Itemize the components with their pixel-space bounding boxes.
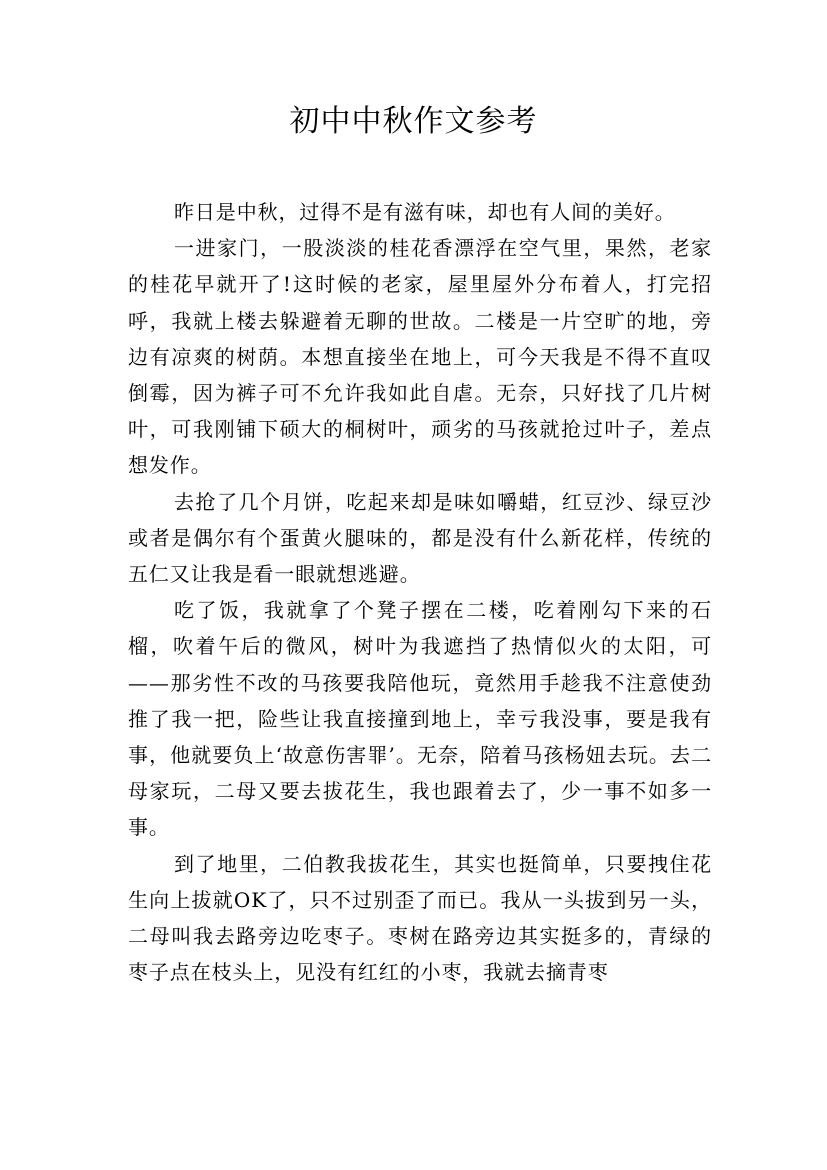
document-title: 初中中秋作文参考 <box>289 104 538 139</box>
paragraph: 吃了饭，我就拿了个凳子摆在二楼，吃着刚勾下来的石榴，吹着午后的微风，树叶为我遮挡了热情似火的太阳，可——那劣性不改的马孩要我陪他玩，竟然用手趁我不注意使劲推了我一把，险些让我直接撞到地上，幸亏我没事，要是我有事，他就要负上‘故意伤害罪’。无奈，陪着马孩杨妞去玩。去二母家玩，二母又要去拔花生，我也跟着去了，少一事不如多一事。 <box>128 598 712 840</box>
paragraph: 昨日是中秋，过得不是有滋有味，却也有人间的美好。 <box>174 200 676 224</box>
paragraph: 去抢了几个月饼，吃起来却是味如嚼蜡，红豆沙、绿豆沙或者是偶尔有个蛋黄火腿味的，都是没有什么新花样，传统的五仁又让我是看一眼就想逃避。 <box>128 489 712 587</box>
paragraph: 到了地里，二伯教我拔花生，其实也挺简单，只要拽住花生向上拔就OK了，只不过别歪了而已。我从一头拔到另一头，二母叫我去路旁边吃枣子。枣树在路旁边其实挺多的，青绿的枣子点在枝头上，见没有红红的小枣，我就去摘青枣 <box>128 851 712 985</box>
paragraph: 一进家门，一股淡淡的桂花香漂浮在空气里，果然，老家的桂花早就开了!这时候的老家，屋里屋外分布着人，打完招呼，我就上楼去躲避着无聊的世故。二楼是一片空旷的地，旁边有凉爽的树荫。本想直接坐在地上，可今天我是不得不直叹倒霉，因为裤子可不允许我如此自虐。无奈，只好找了几片树叶，可我刚铺下硕大的桐树叶，顽劣的马孩就抢过叶子，差点想发作。 <box>128 236 712 478</box>
document-body <box>128 194 712 990</box>
